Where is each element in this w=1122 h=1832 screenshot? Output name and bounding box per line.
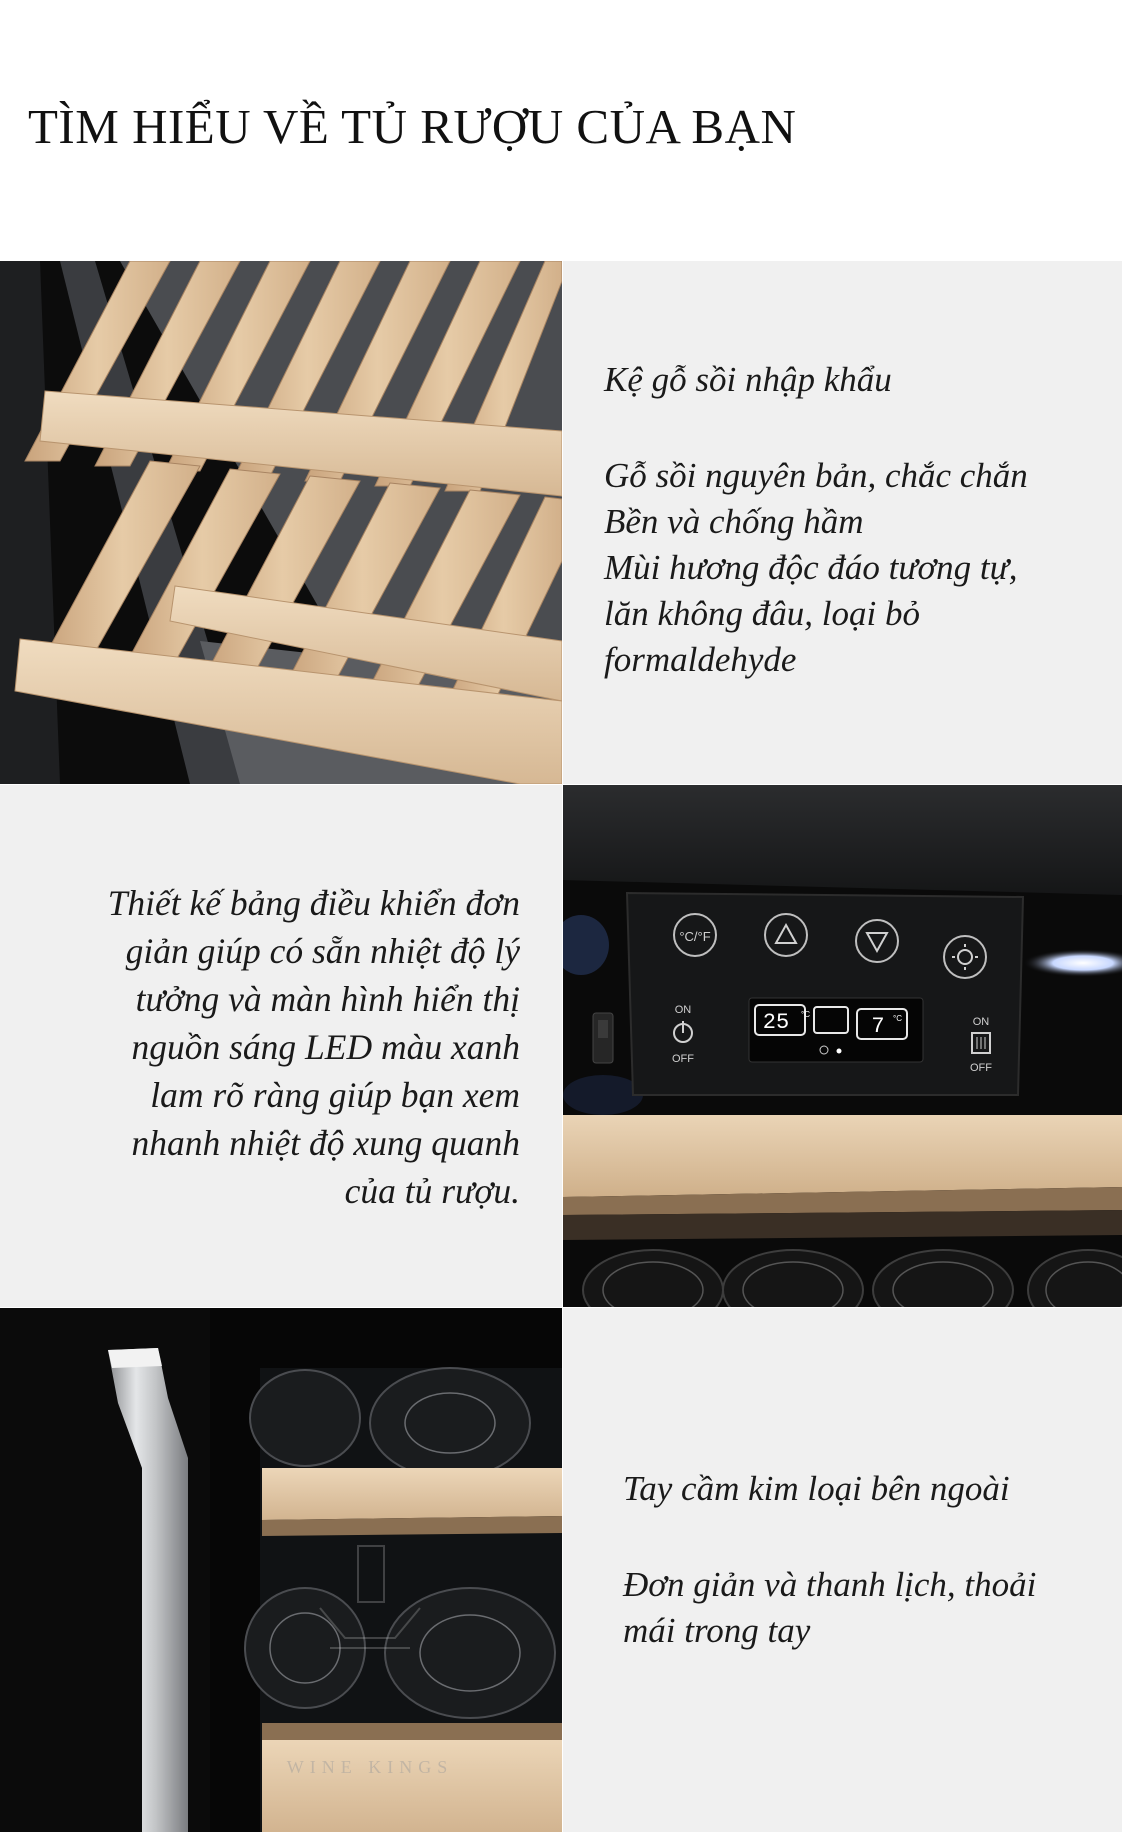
control-panel-line: của tủ rượu. xyxy=(344,1171,520,1211)
power-off-label: OFF xyxy=(672,1053,694,1065)
metal-handle-description xyxy=(623,1466,1103,1654)
oak-shelf-line: Mùi hương độc đáo tương tự, xyxy=(604,548,1018,587)
defrost-off-label: OFF xyxy=(970,1062,992,1074)
control-panel-line: nhanh nhiệt độ xung quanh xyxy=(131,1123,520,1163)
control-panel-line: nguồn sáng LED màu xanh xyxy=(131,1027,520,1067)
left-temperature-value: 25 xyxy=(762,1010,790,1035)
watermark-text: WINE KINGS xyxy=(286,1757,454,1777)
oak-shelf-description xyxy=(604,357,1104,683)
metal-handle-photo xyxy=(0,1308,562,1832)
metal-handle-line: mái trong tay xyxy=(623,1611,811,1650)
oak-shelf-heading: Kệ gỗ sồi nhập khẩu xyxy=(604,360,892,399)
metal-handle-text-panel xyxy=(563,1308,1122,1832)
page-title: TÌM HIỂU VỀ TỦ RƯỢU CỦA BẠN xyxy=(28,99,797,154)
control-panel-line: giản giúp có sẵn nhiệt độ lý xyxy=(125,931,520,971)
oak-shelf-line: formaldehyde xyxy=(604,640,797,679)
oak-shelf-line: Bền và chống hầm xyxy=(604,502,864,541)
right-temperature-unit: °C xyxy=(893,1014,902,1023)
control-panel-line: lam rõ ràng giúp bạn xem xyxy=(150,1075,520,1115)
power-on-label: ON xyxy=(674,1004,692,1016)
unit-toggle-label: °C/°F xyxy=(679,929,711,944)
oak-shelf-line: Gỗ sồi nguyên bản, chắc chắn xyxy=(604,456,1028,495)
section-metal-handle xyxy=(0,1308,1122,1832)
oak-shelf-text-panel xyxy=(563,261,1122,784)
section-control-panel xyxy=(0,785,1122,1307)
defrost-on-label: ON xyxy=(972,1016,990,1028)
control-panel-line: tưởng và màn hình hiển thị xyxy=(135,979,520,1019)
metal-handle-line: Đơn giản và thanh lịch, thoải xyxy=(623,1565,1037,1604)
section-oak-shelf xyxy=(0,261,1122,784)
control-panel-text-panel xyxy=(0,785,562,1307)
oak-shelf-photo xyxy=(0,261,562,784)
control-panel-photo xyxy=(563,785,1122,1307)
oak-shelf-line: lăn không đâu, loại bỏ xyxy=(604,594,920,633)
control-panel-description xyxy=(20,879,520,1215)
metal-handle-heading: Tay cầm kim loại bên ngoài xyxy=(623,1469,1010,1508)
right-temperature-value: 7 xyxy=(871,1014,885,1039)
control-panel-line: Thiết kế bảng điều khiển đơn xyxy=(107,883,520,923)
left-temperature-unit: °C xyxy=(801,1010,810,1019)
